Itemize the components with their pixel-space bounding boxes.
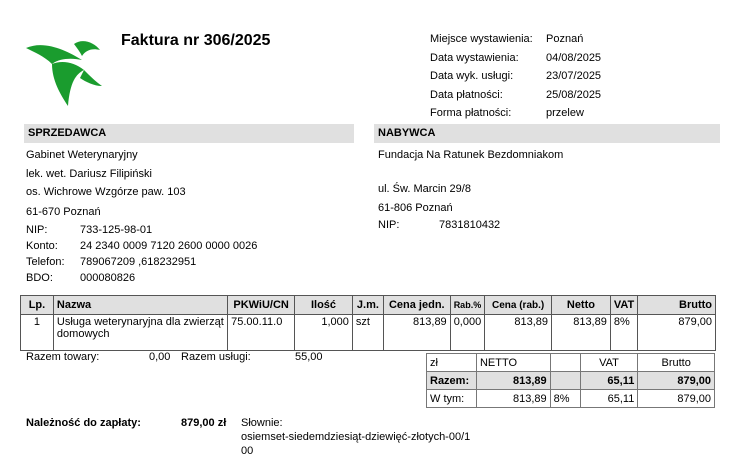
- summary-wt-net: 813,89: [476, 390, 550, 408]
- seller-city: 61-670 Poznań: [26, 206, 101, 218]
- cell-unit: szt: [352, 315, 383, 351]
- cell-price: 813,89: [383, 315, 450, 351]
- col-vat: VAT: [610, 296, 637, 315]
- amount-words-label: Słownie:: [241, 417, 283, 429]
- seller-account-label: Konto:: [26, 240, 58, 252]
- buyer-nip-label: NIP:: [378, 219, 400, 231]
- amount-due-value: 879,00 zł: [181, 417, 227, 429]
- cell-pkwiu: 75.00.11.0: [228, 315, 295, 351]
- col-unit: J.m.: [352, 296, 383, 315]
- seller-phone-value: 789067209 ,618232951: [80, 256, 197, 268]
- col-qty: Ilość: [295, 296, 353, 315]
- amount-due-label: Należność do zapłaty:: [26, 417, 141, 429]
- meta-label: Data płatności:: [430, 88, 503, 101]
- summary-gross-header: Brutto: [638, 354, 715, 372]
- summary-wt-rate: 8%: [550, 390, 580, 408]
- invoice-title: Faktura nr 306/2025: [121, 32, 271, 49]
- vat-summary-rate-row: [427, 390, 715, 408]
- meta-value: 25/08/2025: [546, 88, 602, 101]
- meta-value: Poznań: [546, 33, 584, 46]
- vat-summary-total-row: [427, 372, 715, 390]
- col-net: Netto: [552, 296, 611, 315]
- meta-row-service-date: [430, 67, 601, 86]
- seller-account: [26, 240, 257, 252]
- logo-wing: [26, 45, 82, 64]
- meta-label: Forma płatności:: [430, 107, 512, 120]
- meta-value: 23/07/2025: [546, 70, 602, 83]
- meta-label: Data wystawienia:: [430, 51, 519, 64]
- vat-summary-header: [427, 354, 715, 372]
- logo-head: [74, 41, 100, 56]
- seller-nip: [26, 224, 152, 236]
- summary-currency: zł: [427, 354, 477, 372]
- table-row: [21, 315, 716, 351]
- cell-discount: 0,000: [450, 315, 485, 351]
- meta-row-payment-method: [430, 104, 601, 123]
- col-gross: Brutto: [638, 296, 716, 315]
- logo-tail: [80, 70, 102, 86]
- seller-bdo-value: 000080826: [80, 272, 136, 284]
- company-logo: [22, 36, 104, 108]
- col-discount: Rab.%: [450, 296, 485, 315]
- meta-row-place: [430, 30, 601, 49]
- buyer-city: 61-806 Poznań: [378, 202, 453, 214]
- summary-sum-vat: 65,11: [580, 372, 638, 390]
- meta-row-issue-date: [430, 49, 601, 68]
- summary-wt-vat: 65,11: [580, 390, 638, 408]
- items-header-row: [21, 296, 716, 315]
- col-pkwiu: PKWiU/CN: [228, 296, 295, 315]
- seller-name-2: lek. wet. Dariusz Filipiński: [26, 168, 152, 180]
- meta-label: Data wyk. usługi:: [430, 70, 514, 83]
- buyer-street: ul. Św. Marcin 29/8: [378, 183, 471, 195]
- seller-bdo: [26, 272, 135, 284]
- seller-nip-label: NIP:: [26, 224, 48, 236]
- col-lp: Lp.: [21, 296, 54, 315]
- goods-total-label: Razem towary:: [26, 351, 100, 363]
- buyer-nip: [378, 219, 500, 231]
- seller-heading: SPRZEDAWCA: [24, 124, 354, 143]
- summary-sum-empty: [550, 372, 580, 390]
- col-price-disc: Cena (rab.): [485, 296, 552, 315]
- seller-phone-label: Telefon:: [26, 256, 65, 268]
- summary-net-header: NETTO: [476, 354, 550, 372]
- vat-summary-table: [426, 353, 715, 408]
- col-name: Nazwa: [53, 296, 227, 315]
- summary-sum-net: 813,89: [476, 372, 550, 390]
- logo-body: [52, 62, 84, 106]
- services-total-label: Razem usługi:: [181, 351, 251, 363]
- col-price: Cena jedn.: [383, 296, 450, 315]
- summary-sum-gross: 879,00: [638, 372, 715, 390]
- invoice-meta: [430, 30, 601, 123]
- meta-row-payment-date: [430, 86, 601, 105]
- meta-value: 04/08/2025: [546, 51, 602, 64]
- goods-total-value: 0,00: [149, 351, 171, 363]
- summary-sum-label: Razem:: [427, 372, 477, 390]
- seller-street: os. Wichrowe Wzgórze paw. 103: [26, 186, 186, 198]
- items-table: [20, 295, 716, 351]
- amount-words-line-2: 00: [241, 445, 254, 457]
- cell-net: 813,89: [552, 315, 611, 351]
- amount-words-line-1: osiemset-siedemdziesiąt-dziewięć-złotych-00/1: [241, 431, 471, 443]
- buyer-heading: NABYWCA: [374, 124, 720, 143]
- summary-vat-header: VAT: [580, 354, 638, 372]
- cell-qty: 1,000: [295, 315, 353, 351]
- buyer-name: Fundacja Na Ratunek Bezdomniakom: [378, 149, 564, 161]
- services-total-value: 55,00: [295, 351, 323, 363]
- seller-name: Gabinet Weterynaryjny: [26, 149, 138, 161]
- cell-vat: 8%: [610, 315, 637, 351]
- summary-empty: [550, 354, 580, 372]
- seller-nip-value: 733-125-98-01: [80, 224, 153, 236]
- meta-label: Miejsce wystawienia:: [430, 33, 533, 46]
- seller-bdo-label: BDO:: [26, 272, 53, 284]
- seller-phone: [26, 256, 196, 268]
- meta-value: przelew: [546, 107, 584, 120]
- cell-gross: 879,00: [638, 315, 716, 351]
- cell-lp: 1: [21, 315, 54, 351]
- summary-wt-label: W tym:: [427, 390, 477, 408]
- seller-account-value: 24 2340 0009 7120 2600 0000 0026: [80, 240, 258, 252]
- cell-price-disc: 813,89: [485, 315, 552, 351]
- cell-name: Usługa weterynaryjna dla zwierząt domowych: [53, 315, 227, 351]
- buyer-nip-value: 7831810432: [439, 219, 501, 231]
- summary-wt-gross: 879,00: [638, 390, 715, 408]
